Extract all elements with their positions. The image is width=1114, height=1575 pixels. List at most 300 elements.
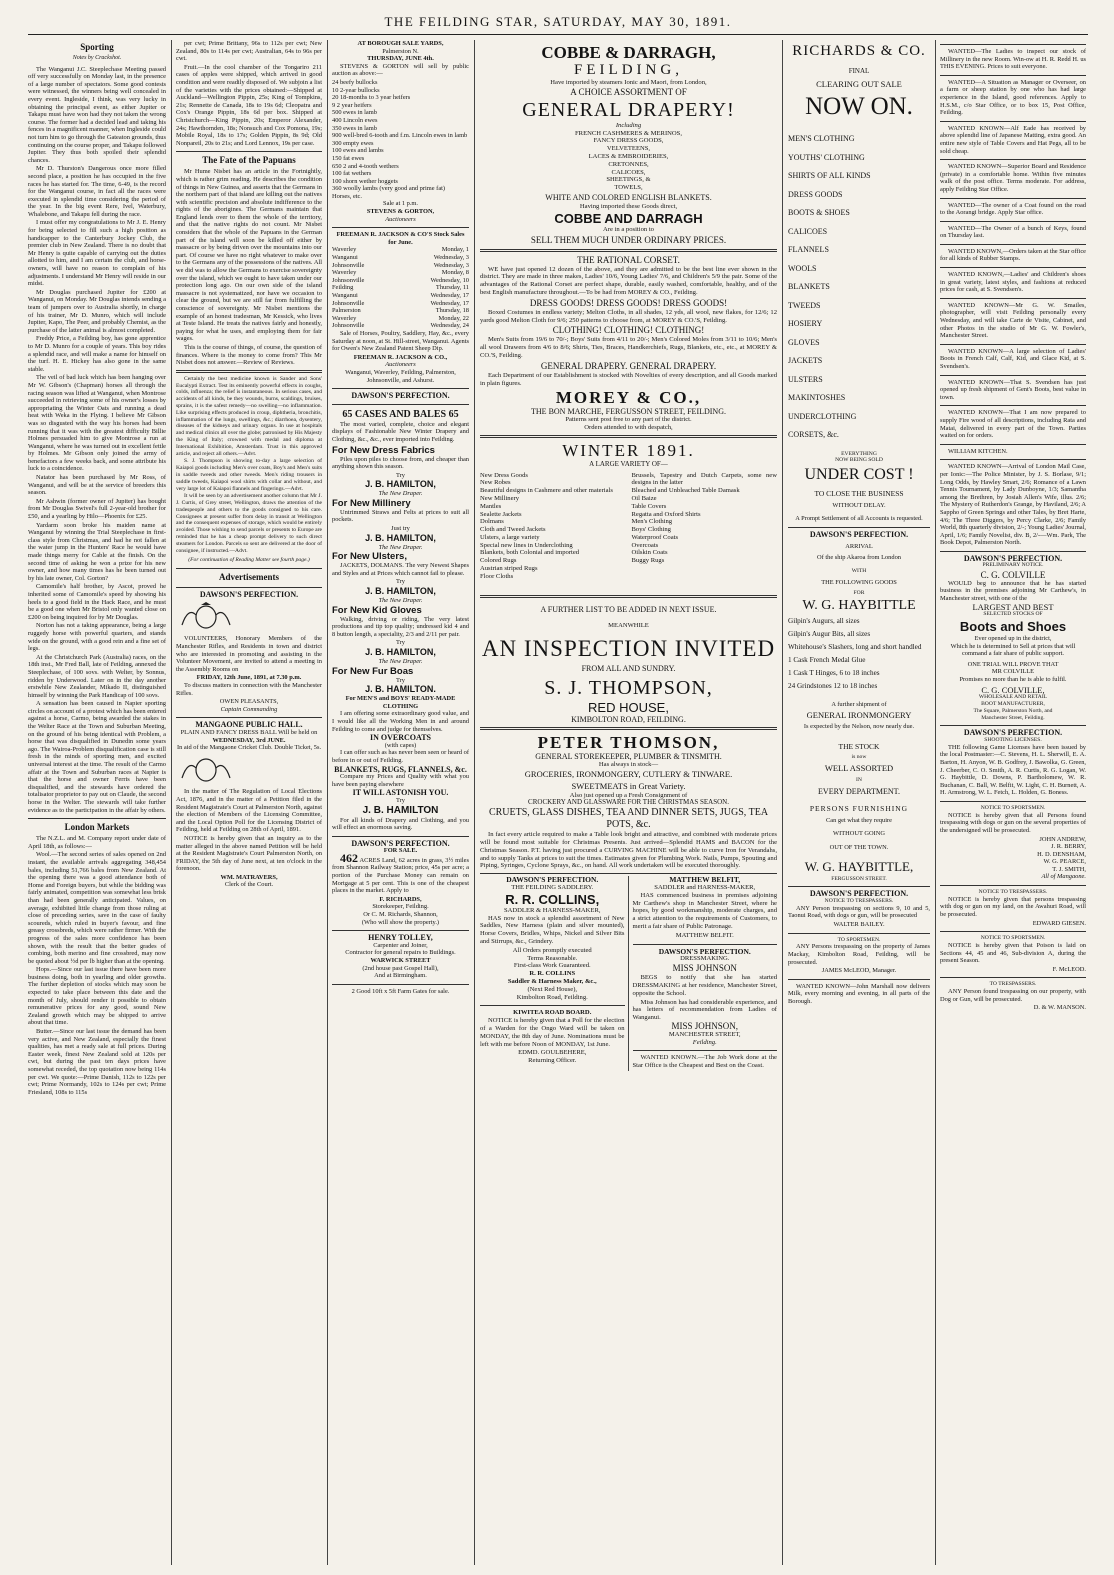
dawsons-perfection-banner: DAWSON'S PERFECTION. <box>940 725 1086 737</box>
sale-row <box>332 292 469 300</box>
freeman-title: FREEMAN R. JACKSON & CO'S Stock Sales for June. <box>332 227 469 246</box>
sportsmen-notice-2: NOTICE TO SPORTSMEN. <box>940 931 1086 942</box>
now-on: NOW ON. <box>805 93 913 121</box>
shipment: A further shipment of <box>831 701 887 709</box>
peter-goods: GROCERIES, IRONMONGERY, CUTLERY & TINWARE. <box>524 768 733 779</box>
cobbe-good: SHEETINGS, & <box>606 176 651 184</box>
preliminary-notice: PRELIMINARY NOTICE. <box>982 562 1044 569</box>
haybittle-good: 1 Cask French Medal Glue <box>788 656 866 665</box>
collins-role-2: Saddler & Harness Maker, &c., <box>507 978 597 985</box>
dawsons-perfection-banner: DAWSON'S PERFECTION. <box>332 388 469 400</box>
winter-item: Boys' Clothing <box>631 526 671 534</box>
richards-item: BLANKETS <box>788 282 830 292</box>
hamilton-try: Try <box>395 639 405 647</box>
astonish-text: For all kinds of Drapery and Clothing, and you will effect an enormous saving. <box>332 816 469 832</box>
cobbe-drapery: GENERAL DRAPERY! <box>522 98 735 121</box>
collins-role: SADDLER & HARNESS-MAKER, <box>503 906 601 914</box>
dress-goods-title: DRESS GOODS! DRESS GOODS! DRESS GOODS! <box>529 297 728 308</box>
fergusson-street: FERGUSSON STREET. <box>831 875 887 882</box>
sporting-paragraph: The veil of bad luck which has been hanging over Mr W. Gibson's (Chapman) horses all through the racing season was lifted at Wanganui, when Montrose succeeded in retrieving some of his owner's losses by appropriating the Winter Oats and running a dead heat with Weka in the Flying. I believe Mr Gibson was so disgusted with the way his horses had been running that it was with the greatest difficulty Billie Holmes persuaded him to give Montrose a run at Wanganui, where he was turned out in excellent fettle by Holmes. Mr Gibson only joined the army of benefactors a few weeks back, and some attribute his luck to a coincidence. <box>28 374 166 473</box>
stock-item: 500 ewes in lamb <box>332 109 377 117</box>
clothing-title: CLOTHING! CLOTHING! CLOTHING! <box>552 325 705 336</box>
following-goods: THE FOLLOWING GOODS <box>821 578 897 586</box>
goulbehere-role: Returning Officer. <box>528 1057 577 1065</box>
hamilton-block <box>332 666 469 696</box>
sale-place: Johnsonville <box>332 261 365 269</box>
boots-and-shoes: Boots and Shoes <box>959 619 1067 635</box>
stock-item: 100 shorn wether hoggets <box>332 177 398 185</box>
wanted-ad: WANTED—A Situation as Manager or Overseer, on a farm or sheep station by one who has had large experience in the Island, good references. Apply to H.S.M., c/o Star Office, or to box 15, Post Office, Feilding. <box>940 75 1086 117</box>
richards-item: WOOLS <box>788 263 817 273</box>
haybittle-good: Gilpin's Augurs, all sizes <box>788 617 860 626</box>
inspection-from: FROM ALL AND SUNDRY. <box>581 664 676 674</box>
freeman-text: Sale of Horses, Poultry, Saddlery, Hay, &c., every Saturday at noon, at St. Hill-street, Wanganui. Agents for Owen's New Zealand Patent Sheep Dip. <box>332 329 469 353</box>
collins-next: (Next Red House), <box>527 985 578 993</box>
london-paragraph: Hops.—Since our last issue there have been more business doing, both in yearling and older growths. The further depletion of stocks which may soon be expected to take place between this date and the month of July, should render it possible to obtain remunerative prices for any good, sound New Zealand growth which may be shipped to arrive about that time. <box>28 966 166 1027</box>
column-papuans <box>176 40 322 1565</box>
cobbe-including: Including <box>615 121 642 129</box>
wanted-ad: WILLIAM KITCHEN. <box>940 444 1086 456</box>
winter-item: Beautiful designs in Cashmere and other materials <box>480 487 613 495</box>
paragraph-ad: It will be seen by an advertisement another column that Mr J. J. Curtis, of Grey street, Wellington, draws the attention of the tradespeople and others to the goods consigned to his care. Consignees at present suffer from delay in transit at Wellington and the consequent expenses of storage, which would be entirely avoided. Those wishing to send parcels or presents to Europe are reminded that he has a cheap prompt delivery to such direct steamers for London. Parcels so sent are delivered at the door of consignee, if instructed.—Advt. <box>176 493 322 554</box>
kiwitea-title: KIWITEA ROAD BOARD. <box>480 1005 625 1017</box>
winter-item: New Robes <box>480 479 511 487</box>
mangaone-ball: PLAIN AND FANCY DRESS BALL Will be held on <box>180 728 318 736</box>
wanted-ad: WANTED KNOWN—A large selection of Ladies' Boots in French Calf, Calf, Kid, and Glace Kid, at S. Svendsen's. <box>940 344 1086 371</box>
well-assorted: WELL ASSORTED <box>824 763 894 774</box>
richards-item: MEN'S CLOTHING <box>788 134 855 144</box>
wanted-ad: WANTED KNOWN—Superior Board and Residence (private) in a comfortable home. Within five minutes walk of the post office. Terms moderate. For address, apply Feilding Star Office. <box>940 159 1086 193</box>
hamilton-block <box>332 445 469 498</box>
column-sporting <box>28 40 166 1565</box>
sale-row <box>332 277 469 285</box>
winter-item: Oil Baize <box>631 494 657 502</box>
column-rule <box>782 40 783 1565</box>
peter-text: In fact every article required to make a Table look bright and attractive, and combined with moderate prices will be found most suitable for Christmas Presents. Just arrived—Splendid HAMS and BACON for the Christmas Season. P.T. having just procured a CURVING MACHINE will be able to curve Iron for Verandahs, and to supply Tanks at prices to suit the times. Estimates given for Plumbing Work. Nails, Pumps, Spouting and Piping, Syringes, Cyclone Sprays, &c., on hand. All work undertaken will be executed thoroughly. <box>480 831 777 870</box>
markets-continued <box>176 40 322 147</box>
manchester-street: Manchester Street, Feilding. <box>981 714 1045 721</box>
winter-item: Blankets, both Colonial and imported <box>480 549 580 557</box>
notice-to-trespassers: NOTICE TO TRESPASSERS. <box>824 897 894 904</box>
dress-goods-text: Boxed Costumes in endless variety; Melton Cloths, in all shades, 12 yds, all wool, new flakes, for 12/6; 12 yards good Melton Cloth for 9/6; 250 patterns to choose from, at MOREY & CO.'S, Feilding. <box>480 308 777 324</box>
without-going: WITHOUT GOING <box>833 830 885 838</box>
signatory: T. J. SMITH, <box>1052 865 1086 873</box>
london-paragraph: Wool.—The second series of sales opened on 2nd instant, the available arrivals aggregating 348,454 bales, including 51,766 bales from New Zealand. At the opening there was a good attendance both of Home and Foreign buyers, but while the bidding was fairly animated, competition was somewhat less brisk than had been generally anticipated. Values, on average, exhibited little change from those ruling at close of preceding series, save in the case of faulty scoureds, which ruled in buyer's favour, and fine greasy crossbreds, which were rather firmer. With the progress of the sales more confidence has been shown, with the result that the better grades of combing, both merino and fine crossbred, may now be quoted about ½d per lb higher than at the opening. <box>28 851 166 965</box>
sale-place: Johnsonville <box>332 299 365 307</box>
winter-item: Regatta and Oxford Shirts <box>631 510 701 518</box>
paragraph-ad: S. J. Thompson is showing to-day a large selection of Kaiapoi goods including Men's over coats, Boy's and Men's suits in saddle tweeds and other tweeds. Men's riding trousers in saddle tweeds, Kaiapoi wool shirts with collar and without, and very large lot of Kaiapoi flannels and fingerings.—Advt. <box>176 458 322 492</box>
stock-item: 350 ewes in lamb <box>332 124 377 132</box>
volunteers-purpose: To discuss matters in connection with the Manchester Rifles. <box>176 682 322 697</box>
johnson-text: BEGS to notify that she has started DRESSMAKING at her residence, Manchester Street, opposite the School. <box>632 974 777 997</box>
tolley-street: WARWICK STREET <box>370 957 431 964</box>
job-work-notice: WANTED KNOWN.—The Job Work done at the Star Office is the Cheapest and Best on the Coast. <box>633 1050 778 1070</box>
richards-signature: F. RICHARDS, <box>379 895 422 903</box>
peter-also: Also just opened up a Fresh Consignment of <box>569 791 688 799</box>
dawsons-perfection-banner: DAWSON'S PERFECTION. <box>788 886 930 898</box>
persons-furnishing: PERSONS FURNISHING <box>809 804 909 814</box>
hamilton-name: J. B. HAMILTON. <box>365 684 436 695</box>
dressmaking-title: DRESSMAKING. <box>680 955 730 963</box>
further-list: A FURTHER LIST TO BE ADDED IN NEXT ISSUE. <box>540 604 717 614</box>
freeman-signature: FREEMAN R. JACKSON & CO., <box>353 353 448 361</box>
for: FOR <box>853 590 865 597</box>
winter-item: Bleached and Unbleached Table Damask <box>631 487 740 495</box>
is-now: is now <box>851 754 867 761</box>
general-drapery-title: GENERAL DRAPERY. GENERAL DRAPERY. <box>540 360 717 371</box>
richards-item: CORSETS, &c. <box>788 430 839 440</box>
sale-place: Waverley <box>332 314 357 322</box>
haybittle-good: Gilpin's Augur Bits, all sizes <box>788 630 871 639</box>
papuans-paragraph: Mr Hume Nisbet has an article in the Fortnightly, which is rather grim reading. He describes the condition of things in New Guinea, and asserts that the Germans in the northern part of that island are killing out the natives with scientific precision and absolute indifference to the rights of the aborigines. The Germans maintain that England lends over to them the whole of the territory, and that the native rights do not count. Mr Nisbet considers that the whole of the Papuans in the German part of the island will soon be killed off either by massacre or by being driven over the mountains into our part. Of course we have no right whatever to make over to the Germans any of the possessions of the natives. All we did was to allow the Germans to exercise sovereignty over the island, which we ought to have taken under our protection long ago. On our own side of the island massacre is not systematized, nor have we occasion to clear the ground, but we are still far from fulfilling the conscience of sovereignty. Mr Nisbet mentions the example of an honest tradesman, Mr Kessick, who lives at Teste Island. He treats the natives fairly and honestly, paying for what he uses, and employing them for fair wages. <box>176 168 322 343</box>
mcleod-manager: JAMES McLEOD, Manager. <box>821 967 897 975</box>
johnson-text-2: Miss Johnson has had considerable experience, and has letters of recommendation from Ladies of Wanganui. <box>632 998 777 1022</box>
hamilton-role: The New Draper. <box>378 543 423 551</box>
crockery: CROCKERY AND GLASSWARE FOR THE CHRISTMAS SEASON. <box>528 798 729 807</box>
wanted-ad: WANTED—The owner of a Coat found on the road to the Aorangi bridge. Apply Star office. <box>940 198 1086 217</box>
everything: EVERYTHING <box>841 450 877 457</box>
london-paragraph: The N.Z.L. and M. Company report under date of April 18th, as follows:— <box>28 835 166 850</box>
column-drapery <box>480 40 777 1565</box>
stock-list <box>332 79 469 201</box>
sale-row <box>332 315 469 323</box>
collins-orders: All Orders promptly executed <box>512 946 592 954</box>
column-auctions <box>332 40 469 1565</box>
sweetmeats: SWEETMEATS in Great Variety. <box>571 780 686 791</box>
johnson-place: Feilding. <box>692 1038 717 1046</box>
hamilton-heading: For New Millinery <box>332 497 411 509</box>
astonish-try: Try <box>395 796 405 804</box>
cobbe-good: FRENCH CASHMERES & MERINOS, <box>575 129 682 137</box>
richards-item: MAKINTOSHES <box>788 393 846 403</box>
cobbe-good: TOWELS, <box>614 184 643 192</box>
johnson-name: MISS JOHNSON <box>672 963 737 974</box>
can-get: Can get what they require <box>825 816 892 824</box>
richards-item: SHIRTS OF ALL KINDS <box>788 171 871 181</box>
sale-date: Wednesday, 24 <box>430 322 469 330</box>
kimbolton-road: KIMBOLTON ROAD, FEILDING. <box>571 715 686 725</box>
winter-item: Men's Clothing <box>631 518 673 526</box>
wanted-ad: WANTED KNOWN,—Orders taken at the Star office for all kinds of Rubber Stamps. <box>940 244 1086 263</box>
winter-item: Cloth and Tweed Jackets <box>480 526 546 534</box>
wanted-ad: WANTED KNOWN,—Ladies' and Children's shoes in great variety, latest styles, and fashions at reduced prices for cash, at S. Svendsen's. <box>940 267 1086 294</box>
hamilton-block <box>332 605 469 666</box>
markets-paragraph: per cwt; Prime Brittany, 96s to 112s per cwt; New Zealand, 80s to 114s per cwt; Australian, 64s to 96s per cwt. <box>176 40 322 63</box>
overcoats-title: IN OVERCOATS <box>370 733 431 743</box>
hamilton-ads <box>332 445 469 696</box>
stock-item: Horses, etc. <box>332 192 362 200</box>
stock-item: 20 18-months to 3 year heifers <box>332 94 411 102</box>
now-being: NOW BEING SOLD <box>835 457 883 464</box>
masthead: THE FEILDING STAR, SATURDAY, MAY 30, 1891. <box>384 14 732 29</box>
richards-item: JACKETS <box>788 356 823 366</box>
hamilton-try: Try <box>395 471 405 479</box>
mangaone-aid: In aid of the Mangaone Cricket Club. Double Ticket, 5s. <box>176 744 322 752</box>
prompt-settlement: A Prompt Settlement of all Accounts is requested. <box>795 515 923 523</box>
sporting-paragraph: A sensation has been caused in Napier sporting circles on account of a protest which has been entered against a horse, Carmo, being awarded the stakes in the Welter Race at the Town and Suburban Meeting, on the ground of his being identical with Problem, a horse that was disqualified in Dunedin some years ago. The Wairoa-Problem disqualification case is still fresh in the minds of sporting men, and excited universal interest at the time. The result of the Carmo affair at the Town and Suburban races at Napier is that the horse and owner Ferris have been disqualified, and the stewards have ordered the totalisator proprietor to pay out on Claude, the second horse in the Welter. The stewards will take further evidence as to the participation in the affair by others. <box>28 700 166 814</box>
colville-text: WOULD beg to announce that he has started business in the premises adjoining Mr Carthew's, in Manchester street, with one of the <box>940 579 1086 603</box>
under-cost: UNDER COST ! <box>804 466 914 484</box>
sale-date: Wednesday, 3 <box>433 254 469 262</box>
colville-name-2: C. G. COLVILLE, <box>981 684 1045 695</box>
mangaone-date: WEDNESDAY, 3rd JUNE. <box>212 736 286 744</box>
farm-gates: 2 Good 10ft x 5ft Farm Gates for sale. <box>332 984 469 996</box>
cobbe-choice: A CHOICE ASSORTMENT OF <box>570 86 687 97</box>
winter-item: Mantles <box>480 502 502 510</box>
stock-item: 150 fat ewes <box>332 154 365 162</box>
cobbe-good: LACES & EMBROIDERIES, <box>588 152 669 160</box>
sale-row <box>332 269 469 277</box>
dawsons-perfection-banner: DAWSON'S PERFECTION. <box>788 527 930 539</box>
haybittle-good: 1 Cask T Hinges, 6 to 18 inches <box>788 669 880 678</box>
collins-address: Kimbolton Road, Feilding. <box>516 993 588 1001</box>
akaroa: Of the ship Akaroa from London <box>817 554 901 562</box>
richards-item: UNDERCLOTHING <box>788 411 857 421</box>
royal-crest-icon <box>176 754 236 784</box>
winter-item: Sealette Jackets <box>480 510 522 518</box>
haybittle-good: 24 Grindstones 12 to 18 inches <box>788 682 878 691</box>
hamilton-try: Try <box>395 676 405 684</box>
stock-item: 360 woolly lambs (very good and prime fat) <box>332 185 446 193</box>
advertisements-title: Advertisements <box>176 568 322 583</box>
acres-text: ACRES Land, 62 acres in grass, 3½ miles from Shannon Railway Station; price, 45s per acre; a portion of the Purchase Money can remain on Mortgage at 5 per cent. This is one of the cheapest places in the market. Apply to <box>332 856 469 895</box>
column-rule <box>474 40 475 1565</box>
sale-date: Wednesday, 17 <box>430 292 469 299</box>
winter-item: Colored Rugs <box>480 557 517 565</box>
stevens-signature: STEVENS & GORTON, <box>366 208 435 216</box>
saddlery-column <box>480 876 629 1071</box>
out-of-town: OUT OF THE TOWN. <box>829 843 889 851</box>
sporting-paragraph: Norton has not a taking appearance, being a large ruggedy horse with powerful quarters, and stands wide on the ground, with a good rein and a fine set of legs. <box>28 622 166 653</box>
cobbe-sell: SELL THEM MUCH UNDER ORDINARY PRICES. <box>530 234 727 245</box>
johnson-signature: MISS JOHNSON, <box>671 1020 738 1031</box>
column-wanted <box>940 40 1086 1565</box>
arrival: ARRIVAL <box>845 542 873 550</box>
signatory: JOHN ANDREW, <box>1039 835 1086 843</box>
shooting-text: THE following Game Licenses have been issued by the local Postmaster:—C. Stevens, H. L. Sherwill, E. A. Barton, H. Anyon, W. B. Godfrey, J. Bawolka, G. Green, J. Cheerber, C. O. Smith, A. R. Curtis, R. G. Logan, W. G. Haybittle, D. Downs, P. Bartholomew, W. R. Buchanan, C. Ball, W. Belfit, W. Light, C. H. Burnett, A. H. Armstrong, W. L. Fetch, L. Holden, G. Boness. <box>940 743 1086 797</box>
richards-role: Storekeeper, Feilding. <box>372 903 429 911</box>
morey-orders: Orders attended to with despatch, <box>584 423 673 431</box>
volunteers-signature: OWEN PLEASANTS, <box>219 698 279 706</box>
papuans-title: The Fate of the Papuans <box>176 151 322 166</box>
column-richards <box>788 40 930 1565</box>
freeman-role: Auctioneers <box>385 361 416 369</box>
cobbe-blankets: WHITE AND COLORED ENGLISH BLANKETS. <box>545 192 712 202</box>
richards-note: (Who will show the property.) <box>361 918 440 926</box>
hamilton-role: The New Draper. <box>378 597 423 605</box>
every-department: EVERY DEPARTMENT. <box>818 786 900 796</box>
sale-place: Palmerston <box>332 307 361 315</box>
winter-item: Brussels, Tapestry and Dutch Carpets, some new designs in the latter <box>631 471 777 487</box>
sporting-paragraph: Mr Ashwin (former owner of Jupiter) has bought from Mr Douglas Swivel's full 2-year-old brother for £50, and a yearling by Hilo—Phoenix for £25. <box>28 497 166 521</box>
cobbe-name: COBBE AND DARRAGH <box>554 210 703 226</box>
sale-place: Johnsonville <box>332 276 365 284</box>
hamilton-text: Piles upon piles to choose from, and cheaper than anything shown this season. <box>332 455 469 471</box>
manufacturer: BOOT MANUFACTURER, <box>981 700 1045 707</box>
peter-role: GENERAL STOREKEEPER, PLUMBER & TINSMITH. <box>535 752 722 762</box>
haybittle-good: Whitehouse's Slashers, long and short handled <box>788 643 922 652</box>
collins-work: First-class Work Guaranteed. <box>513 962 591 970</box>
the-stock: THE STOCK <box>838 741 880 751</box>
borough-sale-title: AT BOROUGH SALE YARDS, <box>357 40 444 47</box>
general-drapery-text: Each Department of our Establishment is stocked with Novelties of every description, and all Goods marked in plain figures. <box>480 371 777 387</box>
collins-name: R. R. COLLINS, <box>505 891 600 907</box>
hamilton-name: J. B. HAMILTON, <box>365 647 436 657</box>
sporting-paragraph: Yardarm soon broke his maiden name at Wanganui by winning the Trial Steeplechase in first-class style from Christmas, and had he not fallen at the water jump in the Hunters' Race he would have made things merry for Cable at the finish. On the second time of asking he won a prize for his new owner, and how many times has he been turned out by his late owner, Col. Gorton? <box>28 521 166 582</box>
which: Which he is determined to Sell at prices that will command a fair share of public support. <box>950 642 1076 658</box>
to-sportsmen: TO SPORTSMEN. <box>788 933 930 944</box>
cobbe-importing: Having imported these Goods direct, <box>579 202 678 210</box>
richards-item: GLOVES <box>788 337 820 347</box>
cobbe-steamers: Have imported by steamers Ionic and Maori, from London, <box>550 79 707 86</box>
corset-text: WE have just opened 12 dozen of the above, and they are admitted to be the best line ever shown in the district. They are made in three makes, Ladies' 10/6, Young Ladies' 7/6, and Children's 5/9 the pair. Some of the advantages of the Rational Corset are perfect shape, durable, easily washed, comfortable, healthy, and of the best English manufacture throughout.—To be had from MOREY & CO., Feilding. <box>480 265 777 296</box>
winter-item: Oilskin Coats <box>631 549 668 557</box>
freeman-places: Wanganui, Waverley, Feilding, Palmerston, Johnsonville, and Ashurst. <box>345 368 456 384</box>
belfit-text: HAS commenced business in premises adjoining Mr Carthew's shop in Manchester Street, where he hopes, by good workmanship, moderate charges, and a strict attention to the requirements of Customers, to merit a fair share of Public Patronage. <box>632 891 777 931</box>
sale-date: Wednesday, 10 <box>430 276 469 284</box>
trespass-text: ANY Person trespassing on sections 9, 10 and 5, Taonui Road, with dogs or gun, will be prosecuted <box>788 904 930 920</box>
hamilton-name: J. B. HAMILTON, <box>365 479 436 490</box>
collins-text: HAS now in stock a splendid assortment of New Saddles, New Harness (plain and silver mounted), Horse Covers, Bridles, Whips, Nickel and Silver Bits and Stirrups, &c., Grindery. <box>480 914 625 946</box>
johnson-address: MANCHESTER STREET, <box>668 1030 741 1038</box>
red-house: RED HOUSE, <box>588 700 669 716</box>
wanted-ads <box>940 44 1086 547</box>
winter-item: Dolmans <box>480 518 504 526</box>
winter-item: Waterproof Coats <box>631 533 679 541</box>
richards-item: HOSIERY <box>788 319 823 329</box>
stevens-role: Auctioneers <box>385 215 416 223</box>
in: IN <box>856 776 862 783</box>
stock-item: 100 fat wethers <box>332 170 372 178</box>
richards-title: RICHARDS & CO. <box>792 43 926 59</box>
final: FINAL <box>848 67 870 75</box>
blankets-text: Compare my Prices and Quality with what you have been paying elsewhere <box>332 773 469 788</box>
sporting-paragraph: The Wanganui J.C. Steeplechase Meeting passed off very successfully on Monday last, in the presence of a large number of spectators. Some good contests were witnessed, the winners being well concealed in every event. Ingleside, I think, was very lucky in obtaining the principal event, as either Jupiter or Takapu must have won had they not taken the wrong course. The former had a decided lead and taking his fences in a magnificent manner, when Ingleside could not turn him to go through the Gateaton grounds, thus continuing on the course proper, and Takapu followed Jupiter. They thus both spoiled their splendid chances. <box>28 65 166 164</box>
continuation-note: (For continuation of Reading Matter see fourth page.) <box>188 557 310 564</box>
trespassers-notice: NOTICE TO TRESPASSERS. <box>940 885 1086 896</box>
markets-paragraph: Fruit.—In the cool chamber of the Tongariro 211 cases of apples were shipped, which arrived in good condition and were readily disposed of. We subjoin a list of the varieties with the prices obtained:—Shipped at Auckland—Wellington Pippin, 25s; King of Tompkins, 21s; Rennette de Canada, 18s to 19s 6d; Cleopatra and Cox's Orange Pippin, 18s 6d per box. Shipped at Christchurch—King Pippin, 20s; Emperor Alexander, 24s; Hawthornden, 18s; Nonsuch and Cox Pomona, 19s; Mobile Royal, 18s to 17s; Golden Pippin, 8s 9d; Old Nonpareil, 20s to 21s; and Lord Lennox, 19s per case. <box>176 63 322 147</box>
column-rule <box>935 40 936 1565</box>
trespassers-text: NOTICE is hereby given that persons trespassing with dog or gun on my land, on the Awahuri Road, will be prosecuted. <box>940 895 1086 919</box>
morey-title: MOREY & CO., <box>555 388 702 408</box>
collins-terms: Terms Reasonable. <box>527 954 578 962</box>
winter-item: Ulsters, a large variety <box>480 533 540 541</box>
cobbe-position: Are in a position to <box>603 225 654 233</box>
wanted-ad: WANTED—The Ladies to inspect our stock of Millinery in the new Room. Win-ow at H. R. Redd H. us THIS EVENING. Prices to suit everyone. <box>940 44 1086 71</box>
collins-name-2: R. R. COLLINS <box>529 970 576 978</box>
sportsmen-text: ANY Persons trespassing on the property of James Mackay, Kimbolton Road, Feilding, will be prosecuted. <box>788 943 930 966</box>
dawsons-perfection-banner: DAWSON'S PERFECTION. <box>332 836 469 848</box>
belfit-role: SADDLER and HARNESS-MAKER, <box>654 884 756 892</box>
sporting-title: Sporting <box>80 42 114 52</box>
stock-item: 400 Lincoln ewes <box>332 116 378 124</box>
signatory: H. D. DENSHAM, <box>1037 850 1086 858</box>
sale-date: Thursday, 18 <box>435 307 469 315</box>
clearing-sale: CLEARING OUT SALE <box>816 78 902 89</box>
poison-notice: NOTICE is hereby given that Poison is laid on Sections 44, 45 and 46, Sub-division A, during the present Season. <box>940 942 1086 965</box>
with: WITH <box>851 567 867 574</box>
column-rule <box>171 40 172 1565</box>
largest-best: LARGEST AND BEST <box>972 601 1054 612</box>
borough-date: THURSDAY, JUNE 4th. <box>367 55 434 63</box>
winter-list-left <box>480 472 626 581</box>
winter-title: WINTER 1891. <box>562 440 695 460</box>
wanted-ad: WANTED KNOWN—Alf Eade has received by above splendid line of Japanese Matting, extra good. An entire new style of Table Covers and Hat Pegs, all to be sold cheap. <box>940 121 1086 155</box>
hamilton-role: The New Draper. <box>378 658 423 665</box>
hamilton-heading: For New Dress Fabrics <box>332 444 435 456</box>
belfit-name: MATTHEW BELFIT, <box>669 875 741 885</box>
volunteers-role: Captain Commanding <box>220 705 278 713</box>
dawsons-perfection-banner: DAWSON'S PERFECTION. <box>176 587 322 599</box>
hamilton-name: J. B. HAMILTON, <box>365 586 436 597</box>
sale-row <box>332 307 469 315</box>
hamilton-text: JACKETS, DOLMANS. The very Newest Shapes and Styles and at Prices which cannot fail to please. <box>332 562 469 577</box>
stock-item: 24 beefy bullocks <box>332 78 378 86</box>
hamilton-try: Just try <box>391 525 410 533</box>
wanted-ad: WANTED KNOWN—Arrival of London Mail Case, per Ionic:—The Police Minister, by J. S. Borlase, 9/1; Long Odds, by Hawley Smart, 2/6; Romance of a Lawn Tennis Tournament, by Lady Dunboyne, 1/3; Samantha among the Brethren, by Josiah Allen's Wife, illus. 2/6; The Mystery of Rutherdon's Grange, by Haviland, 2/6; A Sappho of Green Springs and other Tales, by Bret Harte, 4/6; The Three Diggers, by Percy Clarke, 2/6; Family World, 8th quarterly division, 2/-; Young Ladies' Journal, April, 1/6; Family Novelist, div. B, 2/-—Wm. Park, The Book Depot, Palmerston North. <box>940 459 1086 547</box>
richards-item: TWEEDS <box>788 300 821 310</box>
sale-row <box>332 300 469 308</box>
cases-banner: 65 CASES AND BALES 65 <box>332 404 469 421</box>
divider <box>176 370 322 373</box>
morey-patterns: Patterns sent post free to any part of the district. <box>565 416 692 424</box>
papuans-article <box>176 168 322 366</box>
stock-item: 900 well-bred 6-tooth and f.m. Lincoln ewes in lamb <box>332 132 468 140</box>
expected: Is expected by the Nelson, now nearly due. <box>803 723 915 731</box>
morey-address: THE BON MARCHE, FERGUSSON STREET, FEILDING. <box>531 407 726 417</box>
winter-item: Overcoats <box>631 541 659 549</box>
sale-date: Thursday, 11 <box>435 284 469 292</box>
sporting-paragraph: Mr D. Thurston's Dangerous once more filled second place, a position he has occupied in the five races he has started for. The time, 6-49, is the record for the Wanganui course, in fact all the races were executed in splendid time considering the period of the year. In the big event Rere, Ivel, Waterbury, Whalebone, and Takapu fell during the race. <box>28 165 166 218</box>
sale-date: Monday, 8 <box>441 269 469 277</box>
wholesale: WHOLESALE AND RETAIL <box>978 694 1048 701</box>
clerk-signature: WM. MATRAVERS, <box>220 873 278 881</box>
london-markets-article <box>28 835 166 1096</box>
column-rule <box>327 40 328 1565</box>
wanted-ad: WANTED—The Owner of a bunch of Keys, found on Thursday last. <box>940 221 1086 240</box>
hamilton-role: The New Draper. <box>378 490 423 498</box>
hamilton-heading: For New Ulsters, <box>332 551 407 563</box>
richards-item: DRESS GOODS <box>788 189 843 199</box>
sporting-byline: Notes by Crackshot. <box>72 55 122 61</box>
richards-item: BOOTS & SHOES <box>788 208 850 218</box>
tolley-and: And at Birmingham. <box>374 972 427 980</box>
mcleod-signature: F. McLEOD. <box>1052 965 1086 973</box>
sale-place: Wanganui <box>332 254 358 262</box>
hamilton-heading: For New Kid Gloves <box>332 604 422 616</box>
colville-name: C. G. COLVILLE <box>980 570 1046 581</box>
trespassers-text-2: ANY Person found trespassing on our property, with Dog or Gun, will be prosecuted. <box>940 988 1086 1003</box>
hamilton-block <box>332 551 469 604</box>
astonish-name: J. B. HAMILTON <box>362 804 439 816</box>
without-delay: WITHOUT DELAY. <box>832 501 886 509</box>
stevens-intro: STEVENS & GORTON will sell by public auction as above:— <box>332 62 469 78</box>
cobbe-good: CRETONNES, <box>608 160 649 168</box>
tolley-role: Carpenter and Joiner, <box>373 941 428 949</box>
manson-signature: D. & W. MANSON. <box>1033 1004 1086 1012</box>
stock-item: 9 2 year heifers <box>332 101 372 109</box>
clerk-role: Clerk of the Court. <box>224 881 274 889</box>
hamilton-text: Untrimmed Straws and Felts at prices to suit all pockets. <box>332 508 469 524</box>
hamilton-try: Try <box>395 578 405 586</box>
the-square: The Square, Palmerston North, and <box>973 707 1053 714</box>
sale-date: Wednesday, 17 <box>430 299 469 307</box>
inspection-invited: AN INSPECTION INVITED <box>481 636 776 662</box>
haybittle-name-2: W. G. HAYBITTLE, <box>804 858 914 874</box>
hamilton-block <box>332 498 469 551</box>
cobbe-good: FANCY DRESS GOODS, <box>593 137 664 145</box>
haybittle-goods-list <box>788 615 930 693</box>
